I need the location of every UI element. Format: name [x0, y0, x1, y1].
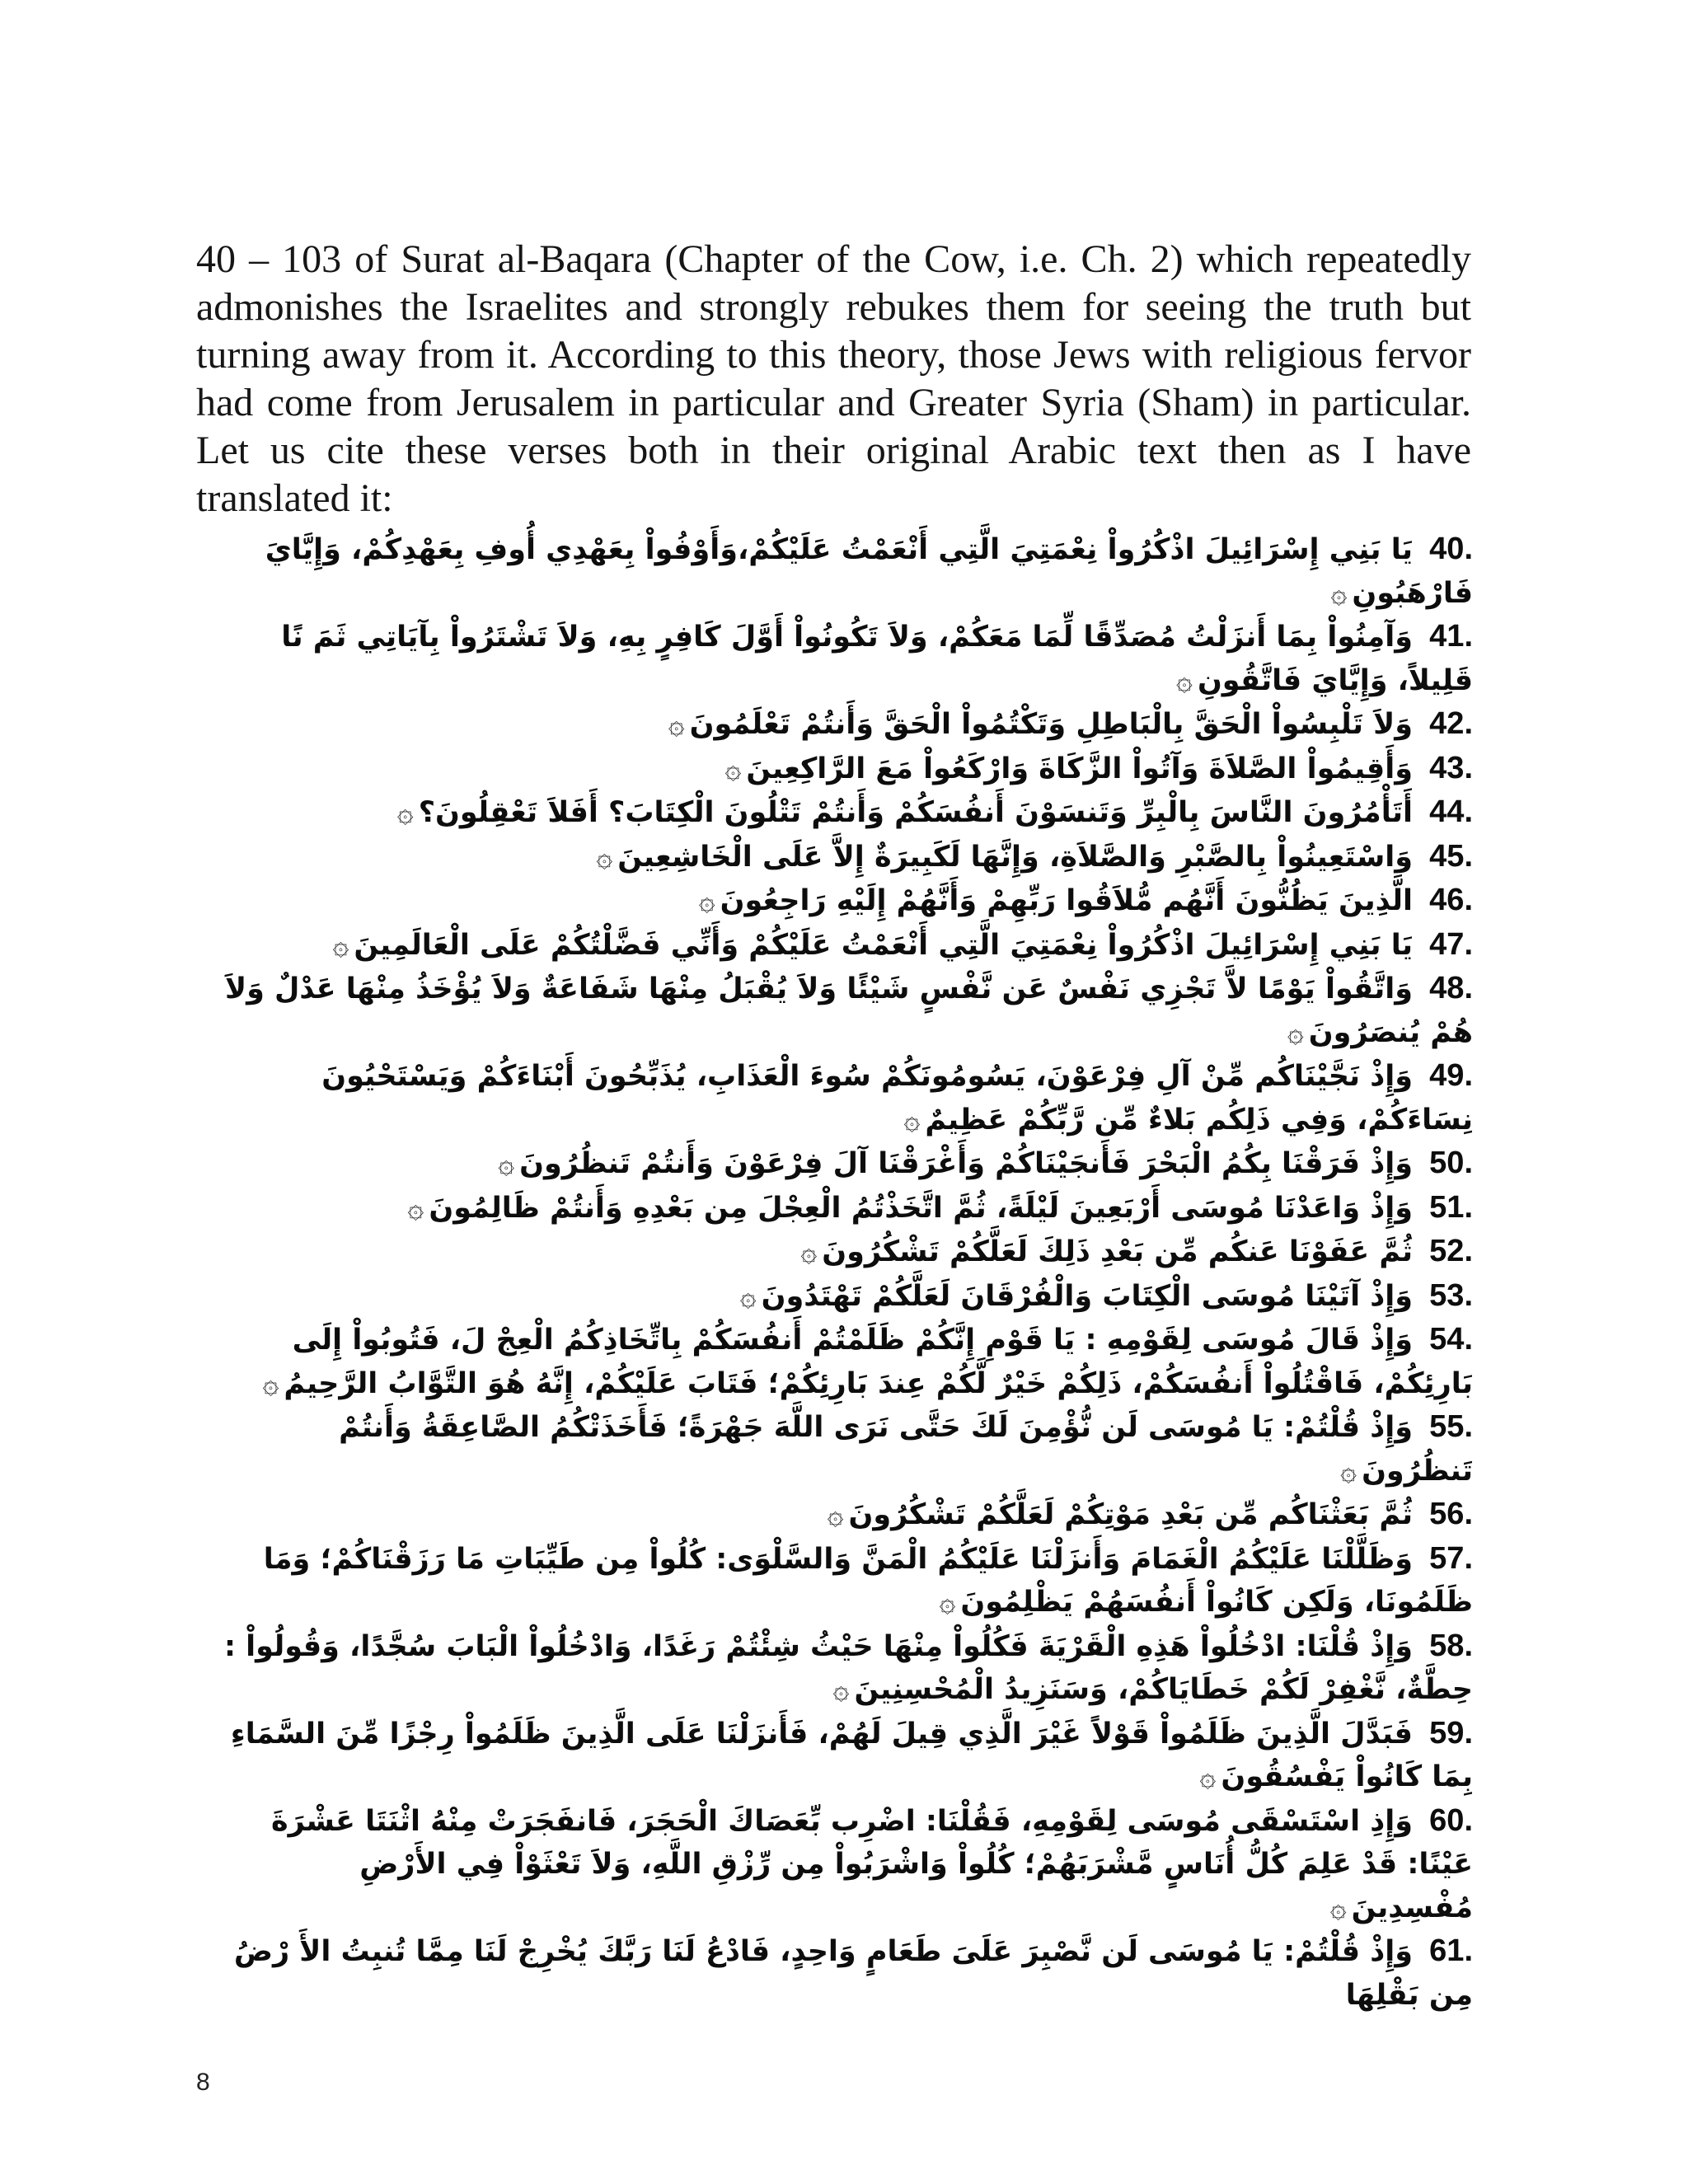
verse-45	[216, 835, 1473, 879]
verse-text: وَإِذْ فَرَقْنَا بِكُمُ الْبَحْرَ فَأَنجَيْنَاكُمْ وَأَغْرَقْنَا آلَ فِرْعَوْنَ وَأَنتُمْ تَنظُرُونَ	[519, 1147, 1413, 1180]
verse-end-ornament-icon: ۞	[596, 840, 613, 874]
verse-end-ornament-icon: ۞	[1330, 576, 1348, 610]
verse-end-ornament-icon: ۞	[407, 1191, 424, 1225]
verse-text: وَاسْتَعِينُواْ بِالصَّبْرِ وَالصَّلاَةِ، وَإِنَّهَا لَكَبِيرَةٌ إِلاَّ عَلَى الْخَاشِعِينَ	[617, 840, 1413, 874]
verse-text: الَّذِينَ يَظُنُّونَ أَنَّهُم مُّلاَقُوا رَبِّهِمْ وَأَنَّهُمْ إِلَيْهِ رَاجِعُونَ	[720, 884, 1413, 917]
verse-end-ornament-icon: ۞	[262, 1366, 279, 1400]
verse-55	[216, 1405, 1473, 1493]
verse-58	[216, 1624, 1473, 1712]
verse-40	[216, 527, 1473, 615]
verse-54	[216, 1318, 1473, 1405]
verse-number: 41.	[1429, 619, 1473, 654]
verse-number: 51.	[1429, 1189, 1473, 1225]
verse-57	[216, 1537, 1473, 1624]
verse-49	[216, 1054, 1473, 1141]
verse-number: 40.	[1429, 532, 1473, 566]
verse-text: أَتَأْمُرُونَ النَّاسَ بِالْبِرِّ وَتَنسَوْنَ أَنفُسَكُمْ وَأَنتُمْ تَتْلُونَ الْكِتَابَ؟ أَفَلاَ تَعْقِلُونَ؟	[418, 796, 1413, 829]
verse-52	[216, 1230, 1473, 1274]
verse-42	[216, 702, 1473, 747]
verse-text: وَآمِنُواْ بِمَا أَنزَلْتُ مُصَدِّقًا لِّمَا مَعَكُمْ، وَلاَ تَكُونُواْ أَوَّلَ كَافِرٍ بِهِ، وَلاَ تَشْتَرُواْ بِآيَاتِي ثَمَ نًا قَلِيلاً، وَإِيَّايَ فَاتَّقُونِ	[281, 621, 1473, 697]
verse-number: 55.	[1429, 1409, 1473, 1444]
verse-end-ornament-icon: ۞	[1329, 1891, 1347, 1924]
verse-number: 46.	[1429, 883, 1473, 917]
verse-text: وَإِذْ قُلْنَا: ادْخُلُواْ هَذِهِ الْقَرْيَةَ فَكُلُواْ مِنْهَا حَيْثُ شِئْتُمْ رَغَدًا، وَادْخُلُواْ الْبَابَ سُجَّدًا، وَقُولُواْ : حِطَّةٌ، نَّغْفِرْ لَكُمْ خَطَايَاكُمْ، وَسَنَزِيدُ الْمُحْسِنِينَ	[223, 1629, 1473, 1706]
verse-number: 57.	[1429, 1540, 1473, 1576]
verse-number: 47.	[1429, 926, 1473, 962]
verse-end-ornament-icon: ۞	[827, 1498, 844, 1531]
verse-47	[216, 923, 1473, 968]
verse-number: 54.	[1429, 1322, 1473, 1357]
verse-end-ornament-icon: ۞	[1287, 1015, 1304, 1049]
verse-end-ornament-icon: ۞	[903, 1103, 921, 1137]
verse-end-ornament-icon: ۞	[396, 796, 414, 829]
verse-61	[216, 1929, 1473, 2017]
verse-text: وَظَلَّلْنَا عَلَيْكُمُ الْغَمَامَ وَأَنزَلْنَا عَلَيْكُمُ الْمَنَّ وَالسَّلْوَى: كُلُواْ مِن طَيِّبَاتِ مَا رَزَقْنَاكُمْ؛ وَمَا ظَلَمُونَا، وَلَكِن كَانُواْ أَنفُسَهُمْ يَظْلِمُونَ	[263, 1542, 1473, 1619]
verse-text: فَبَدَّلَ الَّذِينَ ظَلَمُواْ قَوْلاً غَيْرَ الَّذِي قِيلَ لَهُمْ، فَأَنزَلْنَا عَلَى الَّذِينَ ظَلَمُواْ رِجْزًا مِّنَ السَّمَاءِ بِمَا كَانُواْ يَفْسُقُونَ	[230, 1717, 1473, 1793]
verse-number: 59.	[1429, 1715, 1473, 1750]
verse-number: 43.	[1429, 750, 1473, 785]
verse-end-ornament-icon: ۞	[668, 708, 685, 741]
verse-number: 58.	[1429, 1628, 1473, 1663]
verse-number: 53.	[1429, 1277, 1473, 1313]
verse-44	[216, 790, 1473, 835]
verse-number: 60.	[1429, 1802, 1473, 1838]
verse-text: يَا بَنِي إِسْرَائِيلَ اذْكُرُواْ نِعْمَتِيَ الَّتِي أَنْعَمْتُ عَلَيْكُمْ وَأَنِّي فَضَّلْتُكُمْ عَلَى الْعَالَمِينَ	[354, 928, 1413, 962]
verse-end-ornament-icon: ۞	[800, 1235, 818, 1268]
verse-number: 49.	[1429, 1058, 1473, 1093]
verse-text: وَلاَ تَلْبِسُواْ الْحَقَّ بِالْبَاطِلِ وَتَكْتُمُواْ الْحَقَّ وَأَنتُمْ تَعْلَمُونَ	[689, 708, 1413, 741]
verse-number: 61.	[1429, 1933, 1473, 1968]
verse-text: وَإِذْ وَاعَدْنَا مُوسَى أَرْبَعِينَ لَيْلَةً، ثُمَّ اتَّخَذْتُمُ الْعِجْلَ مِن بَعْدِهِ وَأَنتُمْ ظَالِمُونَ	[429, 1191, 1413, 1225]
verse-end-ornament-icon: ۞	[832, 1673, 850, 1706]
verse-number: 52.	[1429, 1234, 1473, 1268]
verse-text: وَإِذْ آتَيْنَا مُوسَى الْكِتَابَ وَالْفُرْقَانَ لَعَلَّكُمْ تَهْتَدُونَ	[761, 1279, 1413, 1313]
verse-text: وَإِذْ نَجَّيْنَاكُم مِّنْ آلِ فِرْعَوْنَ، يَسُومُونَكُمْ سُوءَ الْعَذَابِ، يُذَبِّحُونَ أَبْنَاءَكُمْ وَيَسْتَحْيُونَ نِسَاءَكُمْ، وَفِي ذَلِكُم بَلاءٌ مِّن رَّبِّكُمْ عَظِيمٌ	[321, 1060, 1473, 1137]
verse-end-ornament-icon: ۞	[739, 1279, 757, 1313]
verse-end-ornament-icon: ۞	[332, 928, 349, 962]
intro-paragraph: 40 – 103 of Surat al-Baqara (Chapter of the Cow, i.e. Ch. 2) which repeatedly admonishes the Israelites and strongly rebukes them for seeing the truth but turning away from it. According to this theory, those Jews with religious fervor had come from Jerusalem in particular and Greater Syria (Sham) in particular. Let us cite these verses both in their original Arabic text then as I have translated it:	[196, 237, 1471, 520]
verse-text: وَإِذْ قُلْتُمْ: يَا مُوسَى لَن نُّؤْمِنَ لَكَ حَتَّى نَرَى اللَّهَ جَهْرَةً؛ فَأَخَذَتْكُمُ الصَّاعِقَةُ وَأَنتُمْ تَنظُرُونَ	[339, 1411, 1473, 1488]
verse-56	[216, 1493, 1473, 1537]
verse-text: وَاتَّقُواْ يَوْمًا لاَّ تَجْزِي نَفْسٌ عَن نَّفْسٍ شَيْئًا وَلاَ يُقْبَلُ مِنْهَا شَفَاعَةٌ وَلاَ يُؤْخَذُ مِنْهَا عَدْلٌ وَلاَ هُمْ يُنصَرُونَ	[225, 972, 1473, 1049]
verse-number: 45.	[1429, 838, 1473, 874]
verse-text: وَإِذْ قُلْتُمْ: يَا مُوسَى لَن نَّصْبِرَ عَلَىَ طَعَامٍ وَاحِدٍ، فَادْعُ لَنَا رَبَّكَ يُخْرِجْ لَنَا مِمَّا تُنبِتُ الأَ رْضُ مِن بَقْلِهَا	[233, 1935, 1473, 2012]
verse-43	[216, 747, 1473, 791]
verse-51	[216, 1186, 1473, 1230]
verse-number: 48.	[1429, 971, 1473, 1005]
verse-end-ornament-icon: ۞	[724, 752, 742, 785]
verse-number: 50.	[1429, 1146, 1473, 1180]
verse-text: ثُمَّ عَفَوْنَا عَنكُم مِّن بَعْدِ ذَلِكَ لَعَلَّكُمْ تَشْكُرُونَ	[822, 1235, 1413, 1268]
verse-text: وَإِذِ اسْتَسْقَى مُوسَى لِقَوْمِهِ، فَقُلْنَا: اضْرِب بِّعَصَاكَ الْحَجَرَ، فَانفَجَرَتْ مِنْهُ اثْنَتَا عَشْرَةَ عَيْنًا: قَدْ عَلِمَ كُلُّ أُنَاسٍ مَّشْرَبَهُمْ؛ كُلُواْ وَاشْرَبُواْ مِن رِّزْقِ اللَّهِ، وَلاَ تَعْثَوْاْ فِي الأَرْضِ مُفْسِدِينَ	[271, 1804, 1473, 1924]
verse-text: وَإِذْ قَالَ مُوسَى لِقَوْمِهِ : يَا قَوْمِ إِنَّكُمْ ظَلَمْتُمْ أَنفُسَكُمْ بِاتِّخَاذِكُمُ الْعِجْ لَ، فَتُوبُواْ إِلَى بَارِئِكُمْ، فَاقْتُلُواْ أَنفُسَكُمْ، ذَلِكُمْ خَيْرٌ لَّكُمْ عِندَ بَارِئِكُمْ؛ فَتَابَ عَلَيْكُمْ، إِنَّهُ هُوَ التَّوَّابُ الرَّحِيمُ	[284, 1324, 1473, 1400]
verse-end-ornament-icon: ۞	[498, 1147, 515, 1180]
verse-46	[216, 879, 1473, 923]
verse-text: وَأَقِيمُواْ الصَّلاَةَ وَآتُواْ الزَّكَاةَ وَارْكَعُواْ مَعَ الرَّاكِعِينَ	[746, 752, 1413, 785]
verse-text: ثُمَّ بَعَثْنَاكُم مِّن بَعْدِ مَوْتِكُمْ لَعَلَّكُمْ تَشْكُرُونَ	[848, 1498, 1413, 1531]
verse-60	[216, 1799, 1473, 1930]
verse-end-ornament-icon: ۞	[1199, 1760, 1217, 1793]
page-number: 8	[196, 2069, 210, 2096]
verse-53	[216, 1274, 1473, 1319]
verse-end-ornament-icon: ۞	[1176, 663, 1193, 697]
verse-number: 42.	[1429, 706, 1473, 741]
verse-text: يَا بَنِي إِسْرَائِيلَ اذْكُرُواْ نِعْمَتِيَ الَّتِي أَنْعَمْتُ عَلَيْكُمْ،وَأَوْفُواْ بِعَهْدِي أُوفِ بِعَهْدِكُمْ، وَإِيَّايَ فَارْهَبُونِ	[265, 533, 1473, 610]
verse-end-ornament-icon: ۞	[939, 1586, 956, 1619]
verse-48	[216, 967, 1473, 1054]
verse-end-ornament-icon: ۞	[1340, 1454, 1357, 1488]
verse-end-ornament-icon: ۞	[698, 884, 715, 917]
verse-59	[216, 1712, 1473, 1799]
arabic-verse-list	[216, 527, 1473, 2017]
verse-number: 56.	[1429, 1497, 1473, 1531]
verse-50	[216, 1141, 1473, 1186]
verse-number: 44.	[1429, 794, 1473, 829]
verse-41	[216, 615, 1473, 702]
